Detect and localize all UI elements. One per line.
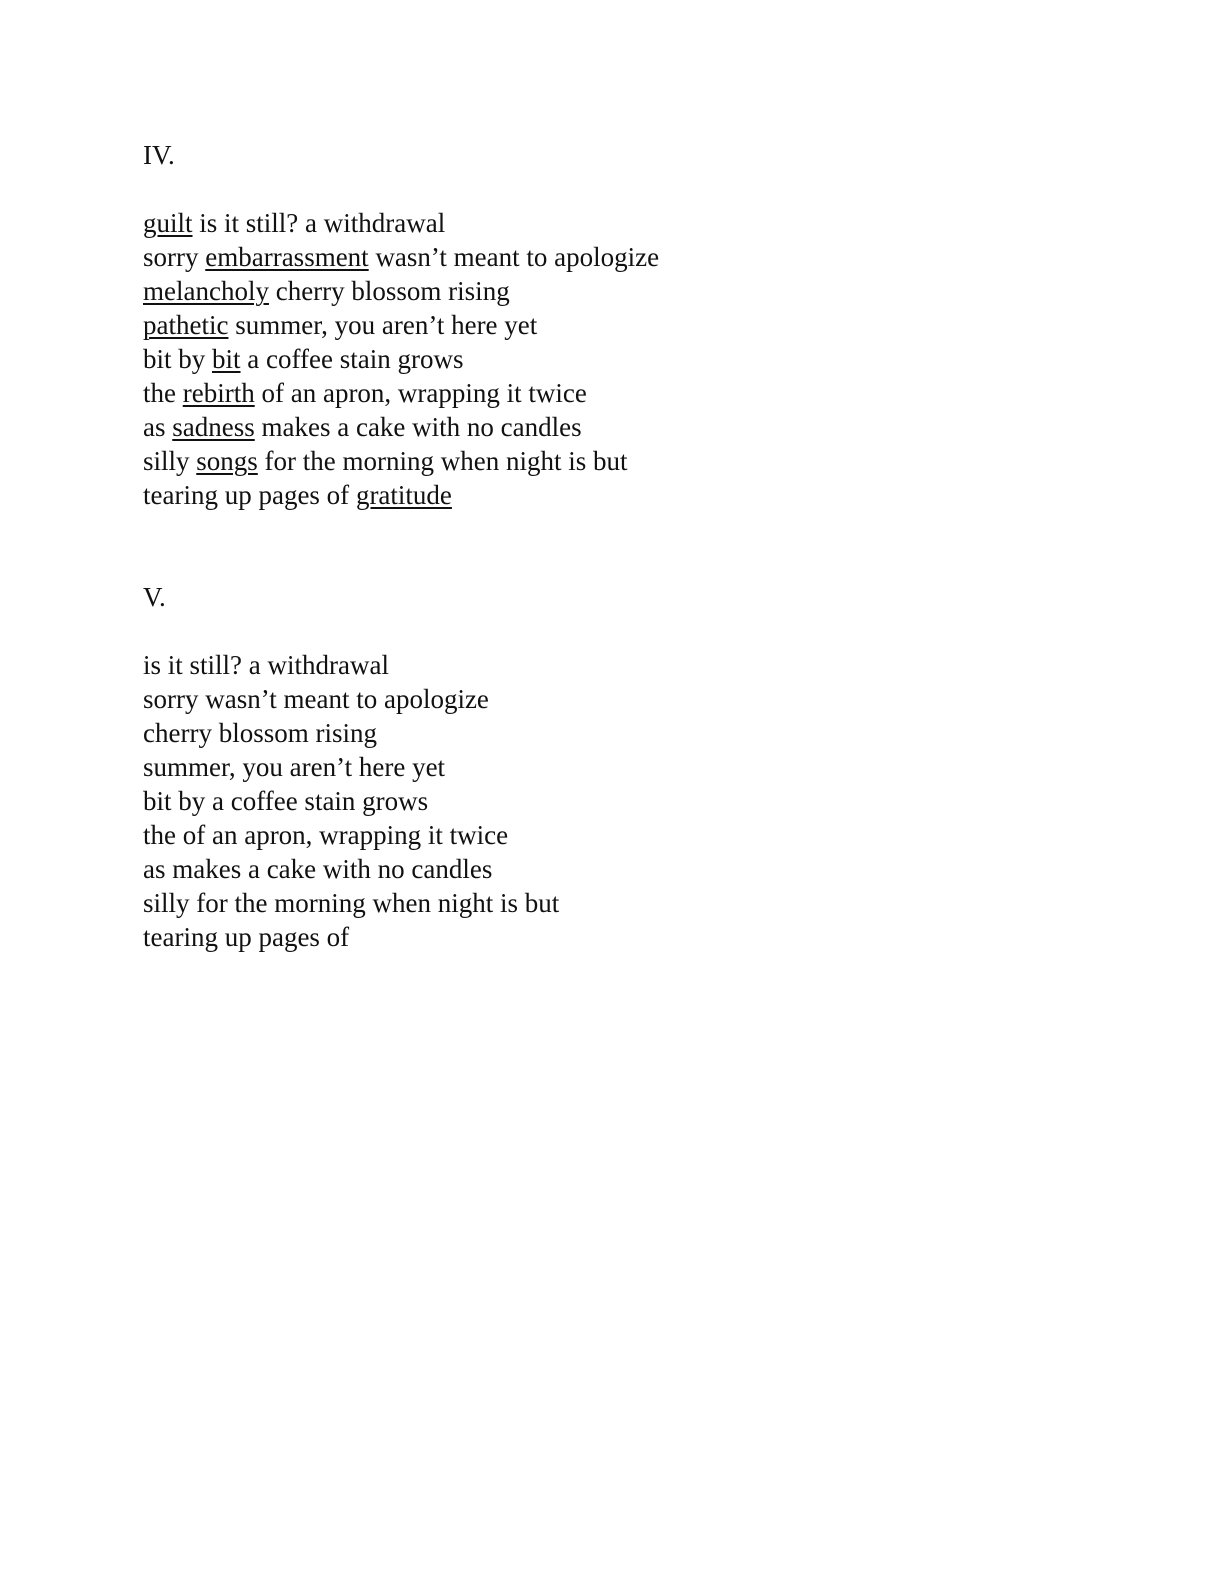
line-text: cherry blossom rising — [268, 276, 510, 306]
line-text: the of an apron, wrapping it twice — [143, 820, 509, 850]
poem-line — [143, 308, 1143, 342]
poem-line — [143, 240, 1143, 274]
underlined-word: sadness — [172, 412, 255, 442]
line-text: bit by a coffee stain grows — [143, 786, 429, 816]
line-text: silly for the morning when night is but — [143, 888, 560, 918]
line-text: tearing up pages of — [143, 480, 356, 510]
line-text: sorry — [143, 242, 206, 272]
underlined-word: rebirth — [182, 378, 255, 408]
poem-line — [143, 478, 1143, 512]
poem-line — [143, 410, 1143, 444]
line-text: cherry blossom rising — [143, 718, 377, 748]
line-text: makes a cake with no candles — [254, 412, 582, 442]
poem-stanza — [143, 206, 1143, 512]
poem-line — [143, 784, 1143, 818]
line-text: as makes a cake with no candles — [143, 854, 493, 884]
line-text: for the morning when night is but — [257, 446, 628, 476]
poem-line — [143, 920, 1143, 954]
spacer — [143, 614, 1143, 648]
underlined-word: gratitude — [355, 480, 452, 510]
poem-line — [143, 818, 1143, 852]
line-text: silly — [143, 446, 197, 476]
underlined-word: pathetic — [143, 310, 229, 340]
section-spacer — [143, 512, 1143, 580]
line-text: is it still? a withdrawal — [143, 650, 389, 680]
line-text: a coffee stain grows — [240, 344, 464, 374]
underlined-word: embarrassment — [205, 242, 369, 272]
underlined-word: melancholy — [143, 276, 269, 306]
poem-line — [143, 376, 1143, 410]
document-page — [143, 138, 1143, 954]
underlined-word: guilt — [143, 208, 193, 238]
line-text: sorry wasn’t meant to apologize — [143, 684, 489, 714]
poem-line — [143, 716, 1143, 750]
poem-line — [143, 750, 1143, 784]
section-iv — [143, 138, 1143, 512]
line-text: the — [143, 378, 183, 408]
line-text: of an apron, wrapping it twice — [254, 378, 587, 408]
line-text: wasn’t meant to apologize — [368, 242, 660, 272]
poem-line — [143, 682, 1143, 716]
section-v — [143, 580, 1143, 954]
line-text: bit by — [143, 344, 213, 374]
line-text: summer, you aren’t here yet — [143, 752, 446, 782]
poem-line — [143, 886, 1143, 920]
line-text: summer, you aren’t here yet — [228, 310, 538, 340]
poem-line — [143, 648, 1143, 682]
section-heading: V. — [143, 582, 166, 612]
poem-stanza — [143, 648, 1143, 954]
spacer — [143, 172, 1143, 206]
underlined-word: bit — [212, 344, 241, 374]
poem-line — [143, 274, 1143, 308]
poem-line — [143, 342, 1143, 376]
line-text: is it still? a withdrawal — [192, 208, 446, 238]
poem-line — [143, 444, 1143, 478]
line-text: as — [143, 412, 173, 442]
section-heading: IV. — [143, 140, 175, 170]
poem-line — [143, 852, 1143, 886]
poem-line — [143, 206, 1143, 240]
line-text: tearing up pages of — [143, 922, 350, 952]
underlined-word: songs — [196, 446, 258, 476]
